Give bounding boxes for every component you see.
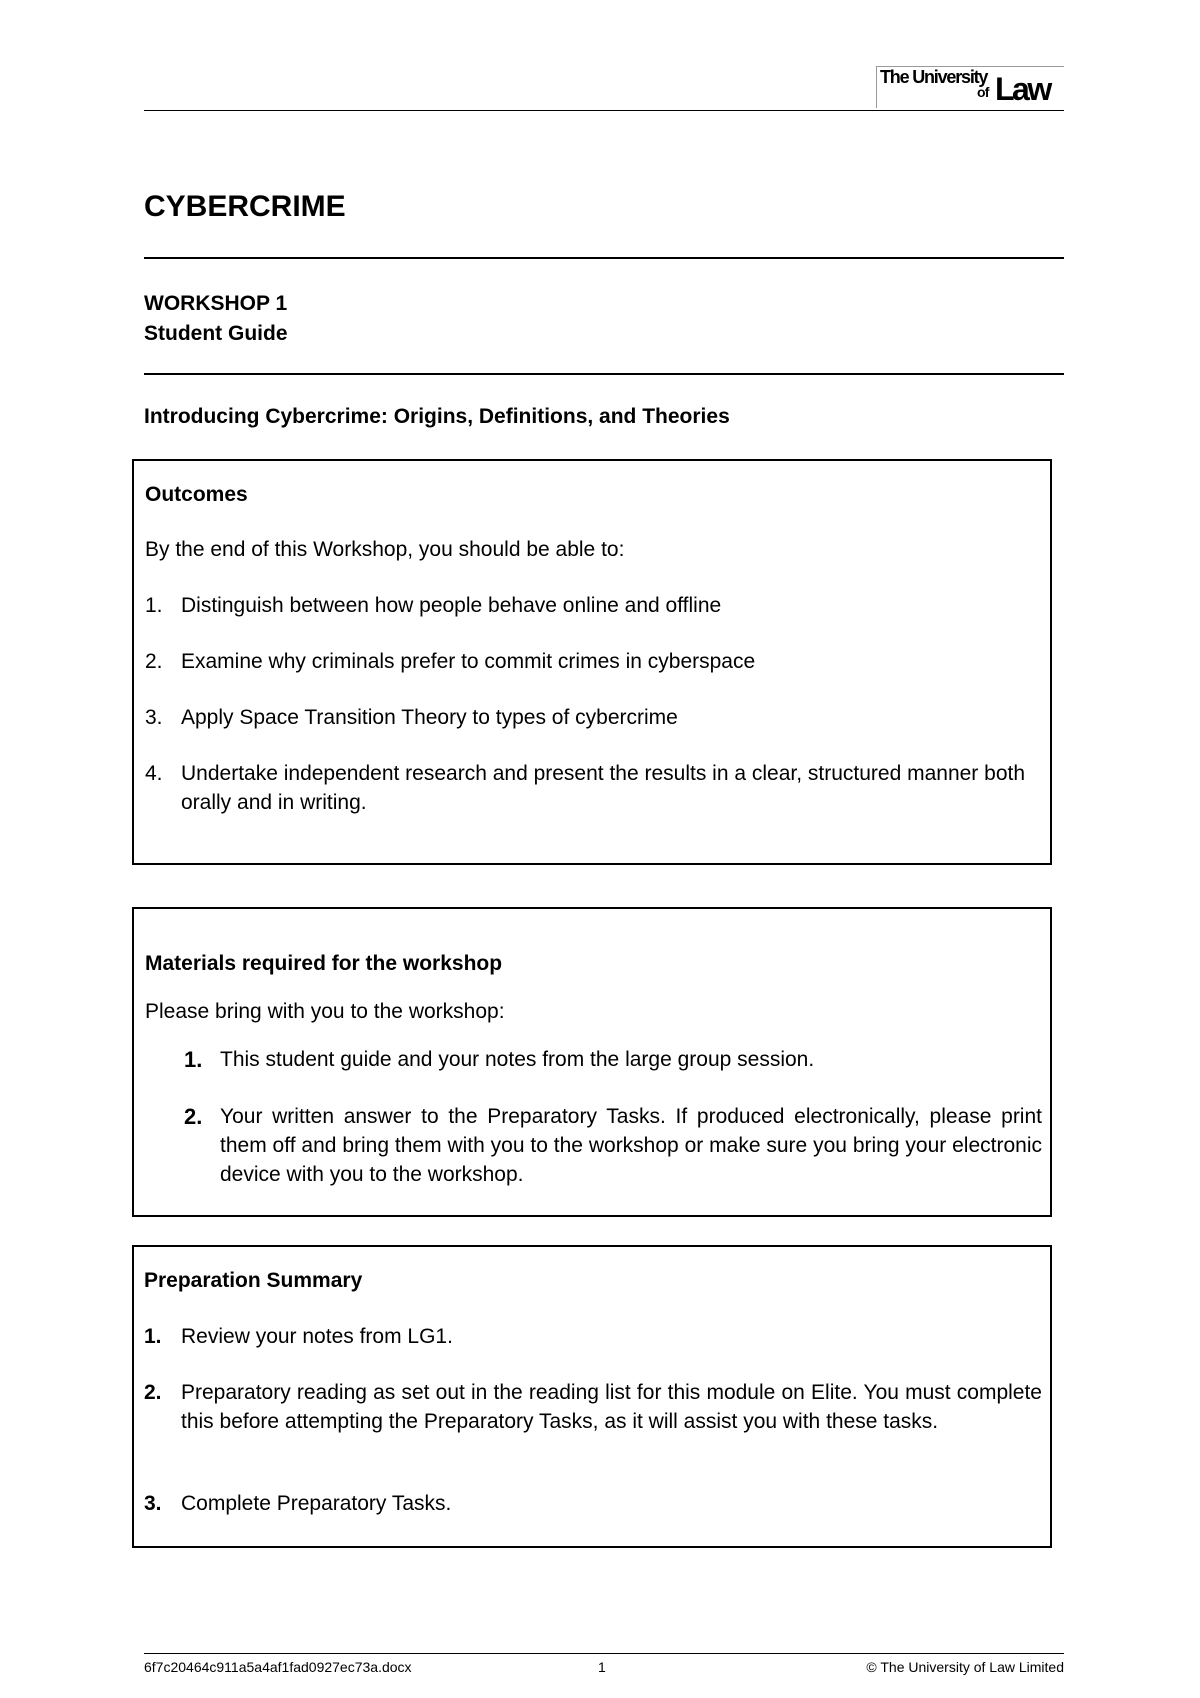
preparation-text: Complete Preparatory Tasks. bbox=[181, 1492, 452, 1515]
materials-number: 2. bbox=[184, 1104, 203, 1129]
materials-intro: Please bring with you to the workshop: bbox=[145, 1000, 505, 1023]
outcome-text: Apply Space Transition Theory to types of cybercrime bbox=[181, 706, 678, 729]
workshop-rule bbox=[144, 373, 1064, 375]
preparation-item bbox=[144, 1489, 1042, 1518]
outcome-number: 2. bbox=[145, 650, 163, 673]
materials-box bbox=[132, 907, 1052, 1217]
student-guide-label: Student Guide bbox=[144, 322, 288, 345]
header-rule bbox=[144, 110, 1064, 111]
logo-text-law: Law bbox=[995, 71, 1050, 107]
title-rule bbox=[144, 257, 1064, 259]
outcome-number: 1. bbox=[145, 594, 163, 617]
outcomes-intro: By the end of this Workshop, you should be able to: bbox=[145, 538, 625, 561]
footer-page-number: 1 bbox=[598, 1659, 606, 1675]
materials-item bbox=[184, 1102, 1042, 1189]
outcome-number: 3. bbox=[145, 706, 163, 729]
materials-text: Your written answer to the Preparatory Tasks. If produced electronically, please print them off and bring them with you to the workshop or make sure you bring your electronic device with you to the workshop. bbox=[220, 1105, 1042, 1186]
outcome-text: Distinguish between how people behave online and offline bbox=[181, 594, 722, 617]
preparation-text: Preparatory reading as set out in the reading list for this module on Elite. You must complete this before attempting the Preparatory Tasks, as it will assist you with these tasks. bbox=[181, 1381, 1042, 1433]
preparation-box bbox=[132, 1245, 1052, 1548]
outcome-item bbox=[145, 591, 1025, 620]
university-logo bbox=[876, 66, 1064, 108]
outcome-item bbox=[145, 703, 1025, 732]
preparation-number: 3. bbox=[144, 1492, 162, 1515]
workshop-label: WORKSHOP 1 bbox=[144, 292, 288, 315]
document-title: CYBERCRIME bbox=[144, 190, 346, 223]
footer-rule bbox=[144, 1653, 1064, 1654]
outcomes-box bbox=[132, 459, 1052, 865]
preparation-number: 1. bbox=[144, 1325, 162, 1348]
workshop-heading bbox=[144, 289, 288, 349]
preparation-number: 2. bbox=[144, 1381, 162, 1404]
logo-text-top: The University bbox=[880, 67, 988, 87]
outcome-item bbox=[145, 759, 1025, 817]
outcome-text: Undertake independent research and present the results in a clear, structured manner both orally and in writing. bbox=[181, 762, 1026, 814]
preparation-item bbox=[144, 1378, 1042, 1436]
materials-item bbox=[184, 1045, 1042, 1074]
outcomes-heading: Outcomes bbox=[145, 483, 248, 506]
footer-filename: 6f7c20464c911a5a4af1fad0927ec73a.docx bbox=[144, 1659, 412, 1675]
preparation-text: Review your notes from LG1. bbox=[181, 1325, 453, 1348]
preparation-heading: Preparation Summary bbox=[144, 1269, 363, 1292]
outcome-number: 4. bbox=[145, 762, 163, 785]
preparation-item bbox=[144, 1322, 1042, 1351]
materials-number: 1. bbox=[184, 1047, 203, 1072]
workshop-subtitle: Introducing Cybercrime: Origins, Definitions, and Theories bbox=[144, 405, 730, 428]
materials-text: This student guide and your notes from the large group session. bbox=[220, 1048, 815, 1071]
outcome-item bbox=[145, 647, 1025, 676]
materials-heading: Materials required for the workshop bbox=[145, 952, 503, 975]
logo-text-of: of bbox=[977, 84, 989, 100]
footer-copyright: © The University of Law Limited bbox=[866, 1659, 1064, 1675]
outcome-text: Examine why criminals prefer to commit crimes in cyberspace bbox=[181, 650, 756, 673]
